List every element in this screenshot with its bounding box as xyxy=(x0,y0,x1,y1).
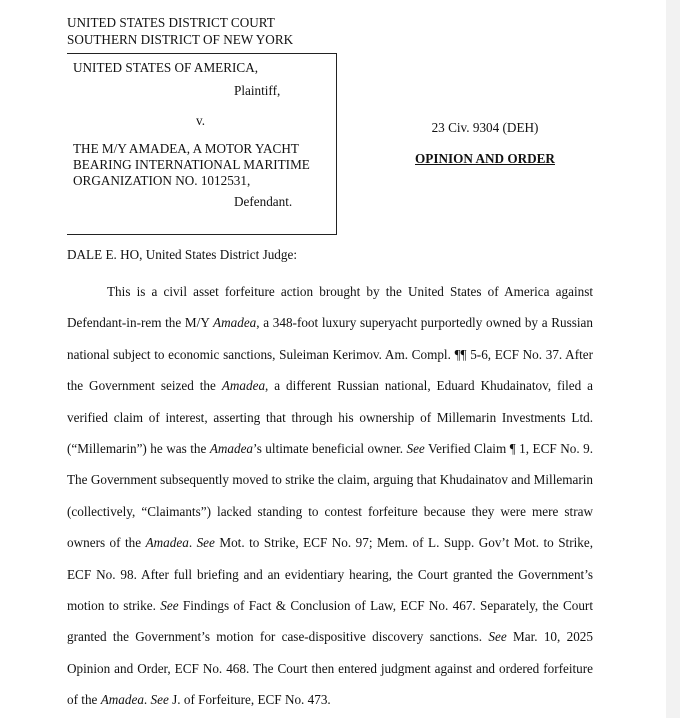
citation-signal: See xyxy=(150,692,169,708)
vessel-name: Amadea xyxy=(145,535,189,551)
citation-signal: See xyxy=(160,598,179,614)
body-text-segment: ’s ultimate beneficial owner. xyxy=(253,441,407,457)
plaintiff-role: Plaintiff, xyxy=(234,83,281,98)
body-text-segment: , a 348-foot luxury superyacht purportedly owned by a Russian national subject to economic sanctions, Suleiman Kerimov. Am. Compl. ¶¶ 5-6, ECF No. 37. After the Government seized the xyxy=(67,315,594,394)
document-title: OPINION AND ORDER xyxy=(415,151,555,166)
body-text-segment: Verified Claim ¶ 1, ECF No. 9. The Government subsequently moved to strike the claim, arguing that Khudainatov and Millemarin (collectively, “Claimants”) lacked standing to contest forfeiture because they were mere straw owners of the xyxy=(67,441,593,551)
court-name: UNITED STATES DISTRICT COURT xyxy=(67,15,275,30)
court-header xyxy=(67,14,293,48)
citation-signal: See xyxy=(406,441,425,457)
body-text-segment: Findings of Fact & Conclusion of Law, ECF No. 467. Separately, the Court granted the Government’s motion for case-dispositive discovery sanctions. xyxy=(67,598,593,645)
opinion-body xyxy=(67,276,593,716)
vessel-name: Amadea xyxy=(209,441,254,457)
body-text-segment: Mar. 10, 2025 Opinion and Order, ECF No. 468. The Court then entered judgment against and ordered forfeiture of the xyxy=(67,629,593,708)
vessel-name: Amadea xyxy=(221,378,266,394)
body-text-segment: , a different Russian national, Eduard Khudainatov, filed a verified claim of interest, asserting that through his ownership of Millemarin Investments Ltd. (“Millemarin”) he was the xyxy=(67,378,594,457)
defendant-role: Defendant. xyxy=(234,194,293,209)
body-text-segment: . xyxy=(143,692,151,708)
vessel-name: Amadea xyxy=(213,315,257,331)
case-caption-box xyxy=(67,53,337,235)
case-number: 23 Civ. 9304 (DEH) xyxy=(431,120,539,135)
body-text-segment: . xyxy=(188,535,197,551)
versus-label: v. xyxy=(196,113,206,128)
opening-paragraph xyxy=(67,276,593,716)
body-text-segment: This is a civil asset forfeiture action brought by the United States of America against Defendant-in-rem the M/Y xyxy=(67,284,593,331)
body-text-segment: Mot. to Strike, ECF No. 97; Mem. of L. Supp. Gov’t Mot. to Strike, ECF No. 98. After full briefing and an evidentiary hearing, the Court granted the Government’s motion to strike. xyxy=(67,535,593,614)
body-text-segment: J. of Forfeiture, ECF No. 473. xyxy=(168,692,331,708)
defendant-line-1: THE M/Y AMADEA, A MOTOR YACHT xyxy=(73,141,299,156)
court-district: SOUTHERN DISTRICT OF NEW YORK xyxy=(67,32,294,47)
vessel-name: Amadea xyxy=(100,692,144,708)
judge-line: DALE E. HO, United States District Judge: xyxy=(67,247,298,262)
defendant-line-2: BEARING INTERNATIONAL MARITIME xyxy=(73,157,310,172)
citation-signal: See xyxy=(196,535,215,551)
citation-signal: See xyxy=(488,629,507,645)
plaintiff-name: UNITED STATES OF AMERICA, xyxy=(73,60,259,75)
defendant-line-3: ORGANIZATION NO. 1012531, xyxy=(73,173,251,188)
page-edge-shadow xyxy=(666,0,680,718)
